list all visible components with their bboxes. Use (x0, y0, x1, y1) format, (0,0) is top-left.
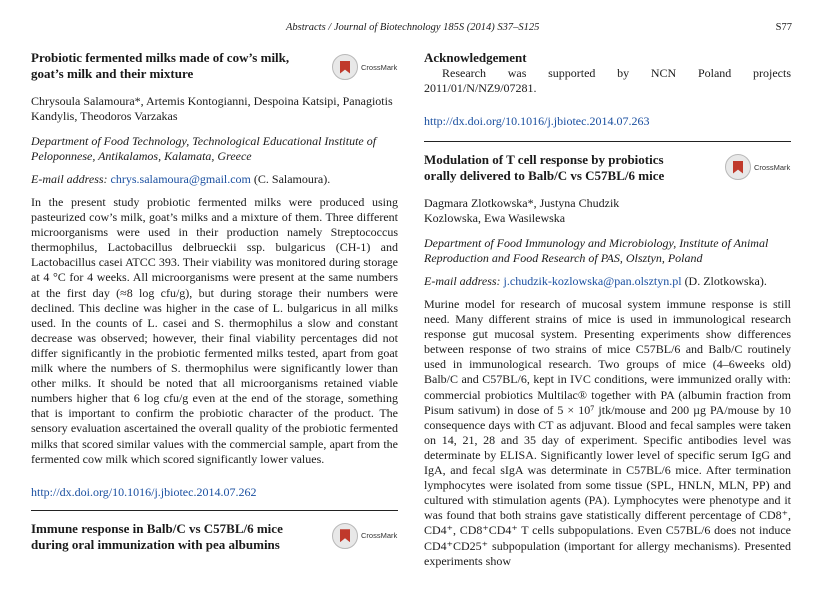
article-header (424, 152, 791, 184)
acknowledgement-heading: Acknowledgement (424, 50, 527, 65)
page-number: S77 (775, 22, 792, 33)
author-list: Dagmara Zlotkowska*, Justyna Chudzik Kozlowska, Ewa Wasilewska (424, 196, 620, 225)
crossmark-icon (725, 154, 751, 180)
right-column (424, 50, 791, 569)
crossmark-icon (332, 54, 358, 80)
email-line: E-mail address: chrys.salamoura@gmail.com (C. Salamoura). (31, 172, 331, 186)
affiliation: Department of Food Immunology and Microbiology, Institute of Animal Reproduction and Food Research of PAS, Olsztyn, Poland (424, 236, 769, 265)
divider (424, 141, 791, 142)
crossmark-badge[interactable]: CrossMark (332, 52, 398, 82)
crossmark-icon (332, 523, 358, 549)
email-link[interactable]: chrys.salamoura@gmail.com (110, 172, 251, 186)
acknowledgement-text: Research was supported by NCN Poland projects 2011/01/N/NZ9/07281. (424, 66, 791, 95)
author-list: Chrysoula Salamoura*, Artemis Kontogianni, Despoina Katsipi, Panagiotis Kandylis, Theodoros Varzakas (31, 94, 393, 123)
email-link[interactable]: j.chudzik-kozlowska@pan.olsztyn.pl (503, 274, 682, 288)
running-header (286, 22, 792, 38)
article-title: Modulation of T cell response by probiotics orally delivered to Balb/C vs C57BL/6 mice (424, 152, 665, 183)
affiliation: Department of Food Technology, Technological Educational Institute of Peloponnese, Antikalamos, Kalamata, Greece (31, 134, 377, 163)
abstract-body: Murine model for research of mucosal system immune response is still need. Many different strains of mice is used in immunological research response gut mucosal system. Presenting experiments show differences between response of two strains of mice C57BL/6 and Balb/C routinely used in immunological research. Two groups of mice (4–6weeks old) Balb/C and C57BL/6, kept in IVC conditions, were immunized orally with: commercial probiotics Multilac® together with PA (albumin fraction from Pisum sativum) in dose of 5 × 10⁷ jtk/mouse and 200 µg PA/mouse by 10 consequence days with CT as adjuvant. Blood and fecal samples were taken on 14, 21, 28 and 35 day of experiment. Specific antibodies level was determinate by ELISA. Significantly lower level of specific serum IgG and IgA, and fecal sIgA was determinate in C57BL/6 mice. After termination lymphocytes were isolated from some tissue (SPL, HNLN, MLN, PP) and cultured with stimulation agents (PA). Lymphocytes were phenotype and it was found that both strains gave statistically different percentage of CD8⁺, CD4⁺, CD8⁺CD4⁺ T cells subpopulations. Even C57BL/6 does not induce CD4⁺CD25⁺ subpopulation (important for allergy mechanisms). Presented experiments show (424, 297, 791, 568)
divider (31, 510, 398, 511)
article-header (31, 50, 398, 82)
article-title: Probiotic fermented milks made of cow’s milk, goat’s milk and their mixture (31, 50, 290, 81)
article-title: Immune response in Balb/C vs C57BL/6 mice during oral immunization with pea albumins (31, 520, 283, 552)
doi-link[interactable]: http://dx.doi.org/10.1016/j.jbiotec.2014.07.262 (31, 484, 257, 499)
doi-link[interactable]: http://dx.doi.org/10.1016/j.jbiotec.2014.07.263 (424, 114, 650, 128)
crossmark-badge[interactable]: CrossMark (725, 152, 791, 182)
left-column (31, 50, 398, 553)
journal-citation: Abstracts / Journal of Biotechnology 185S (2014) S37–S125 (286, 22, 540, 33)
email-line: E-mail address: j.chudzik-kozlowska@pan.olsztyn.pl (D. Zlotkowska). (424, 274, 767, 288)
article-header (31, 521, 398, 553)
crossmark-badge[interactable]: CrossMark (332, 521, 398, 551)
abstract-body: In the present study probiotic fermented milks were produced using pasteurized cow’s milk, goat’s milks and a mixture of them. Three different microorganisms were used in their production namely Streptococcus thermophilus, Lactobacillus delbrueckii ssp. bulgaricus (CH-1) and Lactobacillus casei ATCC 393. Their viability was monitored during storage at 4 °C for 4 weeks. All microorganisms were present at the same numbers at the first day (≈8 log cfu/g), but during storage their numbers were declined. This decline was higher in the case of L. bulgaricus in all milks used. In the counts of L. casei and S. thermophilus a slow and constant decrease was observed; however, their final viability percentages did not differ significantly in the probiotic fermented milks tested, apart from goat milk where the numbers of S. thermophilus were significantly lower than other milks. It should be noted that all microorganisms retained viable numbers higher that 6 log cfu/g even at the end of the storage, something that is important to confirm the probiotic character of the product. The sensory evaluation ascertained the overall quality of the probiotic fermented milks that scored similar values with the commercial sample, apart from the fermented cow milk which scored significantly lower values. (31, 195, 398, 466)
